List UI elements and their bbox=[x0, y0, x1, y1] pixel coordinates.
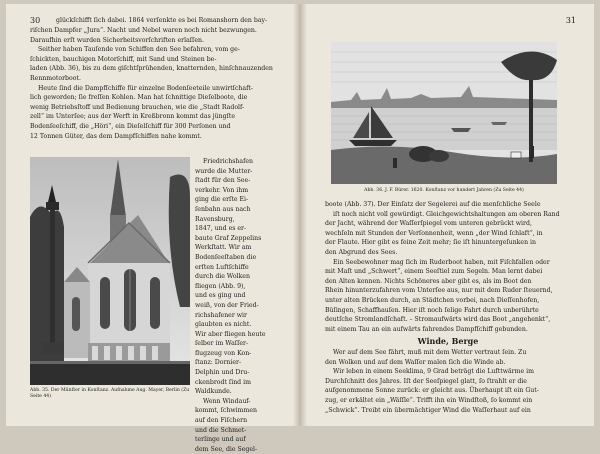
cathedral-illustration bbox=[30, 157, 190, 385]
text-line: weiß, von der Fried- bbox=[195, 301, 259, 309]
text-line: ſenbahn aus nach bbox=[195, 205, 251, 213]
text-line: der Flaute. Hier gibt es feine Zeit mehr; ſie iſt hinuntergeſunken in bbox=[325, 239, 537, 247]
text-line: Ravensburg, bbox=[195, 215, 235, 223]
text-line: Wir aber fliegen heute bbox=[195, 330, 266, 338]
left-header-line bbox=[56, 16, 271, 26]
text-line: boote (Abb. 37). Der Einſatz der Segelerei auf die menſchliche Seele bbox=[325, 201, 541, 208]
text-line: wenig Betriebsſtoff und Bedienung brauchen, wie die „Stadt Radolf- bbox=[30, 103, 245, 111]
lake-engraving bbox=[331, 42, 557, 184]
konstanz-lake-illustration bbox=[331, 42, 557, 184]
text-line: verkehr. Von ihm bbox=[195, 186, 249, 194]
text-line: „Schwick“. Treibt ein übermächtiger Wind die Waſſerhaut auf ein bbox=[325, 406, 531, 414]
text-line: Werkſtatt. Wir am bbox=[195, 244, 252, 252]
text-line: Büſingen, Schaffhauſen. Hier iſt noch ſelige Fahrt durch unberührte bbox=[325, 306, 539, 314]
text-line: laden (Abb. 36), bis zu dem giſchtſprühenden, knatternden, hinſchnauzenden bbox=[30, 65, 273, 73]
text-line: den Abgrund des Sees. bbox=[325, 248, 398, 256]
right-body-bottom bbox=[325, 348, 571, 415]
page-number-left: 30 bbox=[30, 16, 41, 25]
text-line: mit einem Tau an ein aufwärts fahrendes Dampfſchiff gebunden. bbox=[325, 325, 528, 333]
cathedral-photo bbox=[30, 157, 190, 385]
text-line: wechſeln mit Stunden der Verſonnenheit, wenn „der Wind ſchlaft“, in bbox=[325, 229, 543, 237]
left-body-side bbox=[195, 157, 275, 454]
figure-caption-right: Abb. 36. J. F. Bürer. 1620. Konſtanz vor hundert Jahren (Zu Seite 44) bbox=[364, 188, 524, 193]
text-line: Wir leben in einem Seeklima, 9 Grad beträgt die Lufttwärme im bbox=[333, 368, 534, 376]
figure-caption-left: Abb. 35. Der Münſter in Konſtanz. Aufnahme Aug. Mayer, Berlin (Zu Seite 44) bbox=[30, 388, 190, 399]
text-line: erſten Luftſchiffe bbox=[195, 263, 249, 271]
text-line: Heute ſind die Dampfſchiffe für einzelne Bodenſeeteile unwirtſchaft- bbox=[38, 84, 253, 92]
text-line: Waldkunde. bbox=[195, 388, 232, 396]
text-line: deutſche Stromlandſchaft. – Stromaufwärts wird das Boot „angehenkt“, bbox=[325, 316, 551, 324]
text-line: Wer auf dem See fährt, muß mit dem Wetter vertraut ſein. Zu bbox=[333, 349, 527, 356]
text-line: Seither haben Tauſende von Schiffen den See befahren, vom ge- bbox=[38, 46, 240, 54]
text-line: ſtanz: Dornier- bbox=[195, 359, 242, 367]
text-line: den Alten kennen. Nichts Schöneres aber gibt es, als im Boot den bbox=[325, 277, 532, 285]
text-line: und es ging und bbox=[195, 292, 246, 300]
text-line: flugzeug von Kon- bbox=[195, 349, 252, 357]
text-line: 12 Tonnen Güter, das dem Dampfſchiffen nahe kommt. bbox=[30, 132, 202, 140]
text-line: 1847, und es er- bbox=[195, 225, 247, 233]
text-line: mit Maſt und „Schwert“, einem Seeſtiel zum Segeln. Man lernt dabei bbox=[325, 268, 543, 276]
text-line: Bodenſeeſtaben die bbox=[195, 253, 257, 261]
text-line: Bodenſeeſchiff, die „Höri“, ein Dieſelſchiff für 300 Perſonen und bbox=[30, 122, 231, 130]
text-line: den Wolken und auf dem Waſſer malen ſich die Winde ab. bbox=[325, 358, 506, 366]
text-line: baute Graf Zeppelins bbox=[195, 234, 262, 242]
text-line: durch die Wolken bbox=[195, 273, 250, 281]
text-line: zug, er erkältet ein „Wäſſle“. Trifft ihn ein Windſtoß, ſo kommt ein bbox=[325, 396, 533, 404]
text-line: ſelber im Waſſer- bbox=[195, 340, 249, 348]
text-line: Rhein hinunterzufahren vom Unterſee aus, nur mit dem Ruder ſteuernd, bbox=[325, 287, 553, 295]
left-page bbox=[6, 4, 293, 453]
text-line: wurde die Mutter- bbox=[195, 167, 253, 175]
text-line: Delphin und Dru- bbox=[195, 369, 250, 377]
book-gutter bbox=[293, 4, 307, 426]
right-body-top bbox=[325, 200, 571, 334]
text-line: Durchſchnitt des Jahres. Iſt der Seeſpiegel glatt, ſo ſtrahlt er die bbox=[325, 377, 527, 385]
text-line: aufgenommene Sonne zurück: er gleicht aus. Überhaupt iſt ein Gut- bbox=[325, 387, 539, 395]
text-line: ſtadt für den See- bbox=[195, 177, 251, 185]
text-line: kommt, ſchwimmen bbox=[195, 407, 258, 415]
book-spread bbox=[6, 4, 594, 453]
right-page bbox=[307, 4, 594, 426]
text-line: Ein Seebewohner mag ſich im Ruderboot haben, mit Fiſchfallen oder bbox=[333, 258, 550, 266]
text-line: lich geworden; ſie freſſen Kohlen. Man hat ſchnittige Dieſelboote, die bbox=[30, 94, 248, 102]
text-line: Rennmotorboot. bbox=[30, 74, 81, 82]
text-line: ging die erſte Ei- bbox=[195, 196, 249, 204]
left-body-top bbox=[30, 26, 274, 141]
text-line: richshafener wir bbox=[195, 311, 247, 319]
section-heading: Winde, Berge bbox=[417, 336, 479, 346]
text-line: glückſchifft ſich dabei. 1864 verſenkte es bei Romanshorn den bay- bbox=[56, 17, 268, 24]
text-line: zell“ im Unterſee; aus der Werft in Kreßbronn kommt das jüngſte bbox=[30, 113, 236, 121]
text-line: ckenbrodt ſind im bbox=[195, 378, 251, 386]
text-line: auf den Fiſchern bbox=[195, 417, 248, 425]
text-line: terlinge und auf bbox=[195, 436, 246, 444]
text-line: glaubten es nicht. bbox=[195, 321, 252, 329]
text-line: und die Schmet- bbox=[195, 426, 247, 434]
text-line: Daraufhin erſt wurden Sicherheitsvorſchriften erlaſſen. bbox=[30, 36, 204, 44]
text-line: iſt noch nicht voll gewürdigt. Gleichgewichtshaltungen am oberen Rand bbox=[333, 210, 560, 218]
page-number-right: 31 bbox=[565, 16, 576, 25]
text-line: ſchickten, bauchigen Motorſchiff, mit Sand und Steinen be- bbox=[30, 55, 217, 63]
text-line: unter alten Brücken durch, an Städtchen vorbei, nach Dieſſenhofen, bbox=[325, 296, 540, 304]
text-line: fliegen (Abb. 9), bbox=[195, 282, 246, 290]
text-line: Friedrichshafen bbox=[203, 158, 254, 165]
text-line: Wenn Windauf- bbox=[203, 397, 251, 405]
text-line: dem See, die Segel- bbox=[195, 445, 258, 453]
text-line: der Jacht, während der Waſſerſpiegel vom unteren gebrückt wird, bbox=[325, 220, 532, 228]
text-line: riſchen Dampfer „Jura“. Nacht und Nebel waren noch nicht bezwungen. bbox=[30, 27, 257, 34]
